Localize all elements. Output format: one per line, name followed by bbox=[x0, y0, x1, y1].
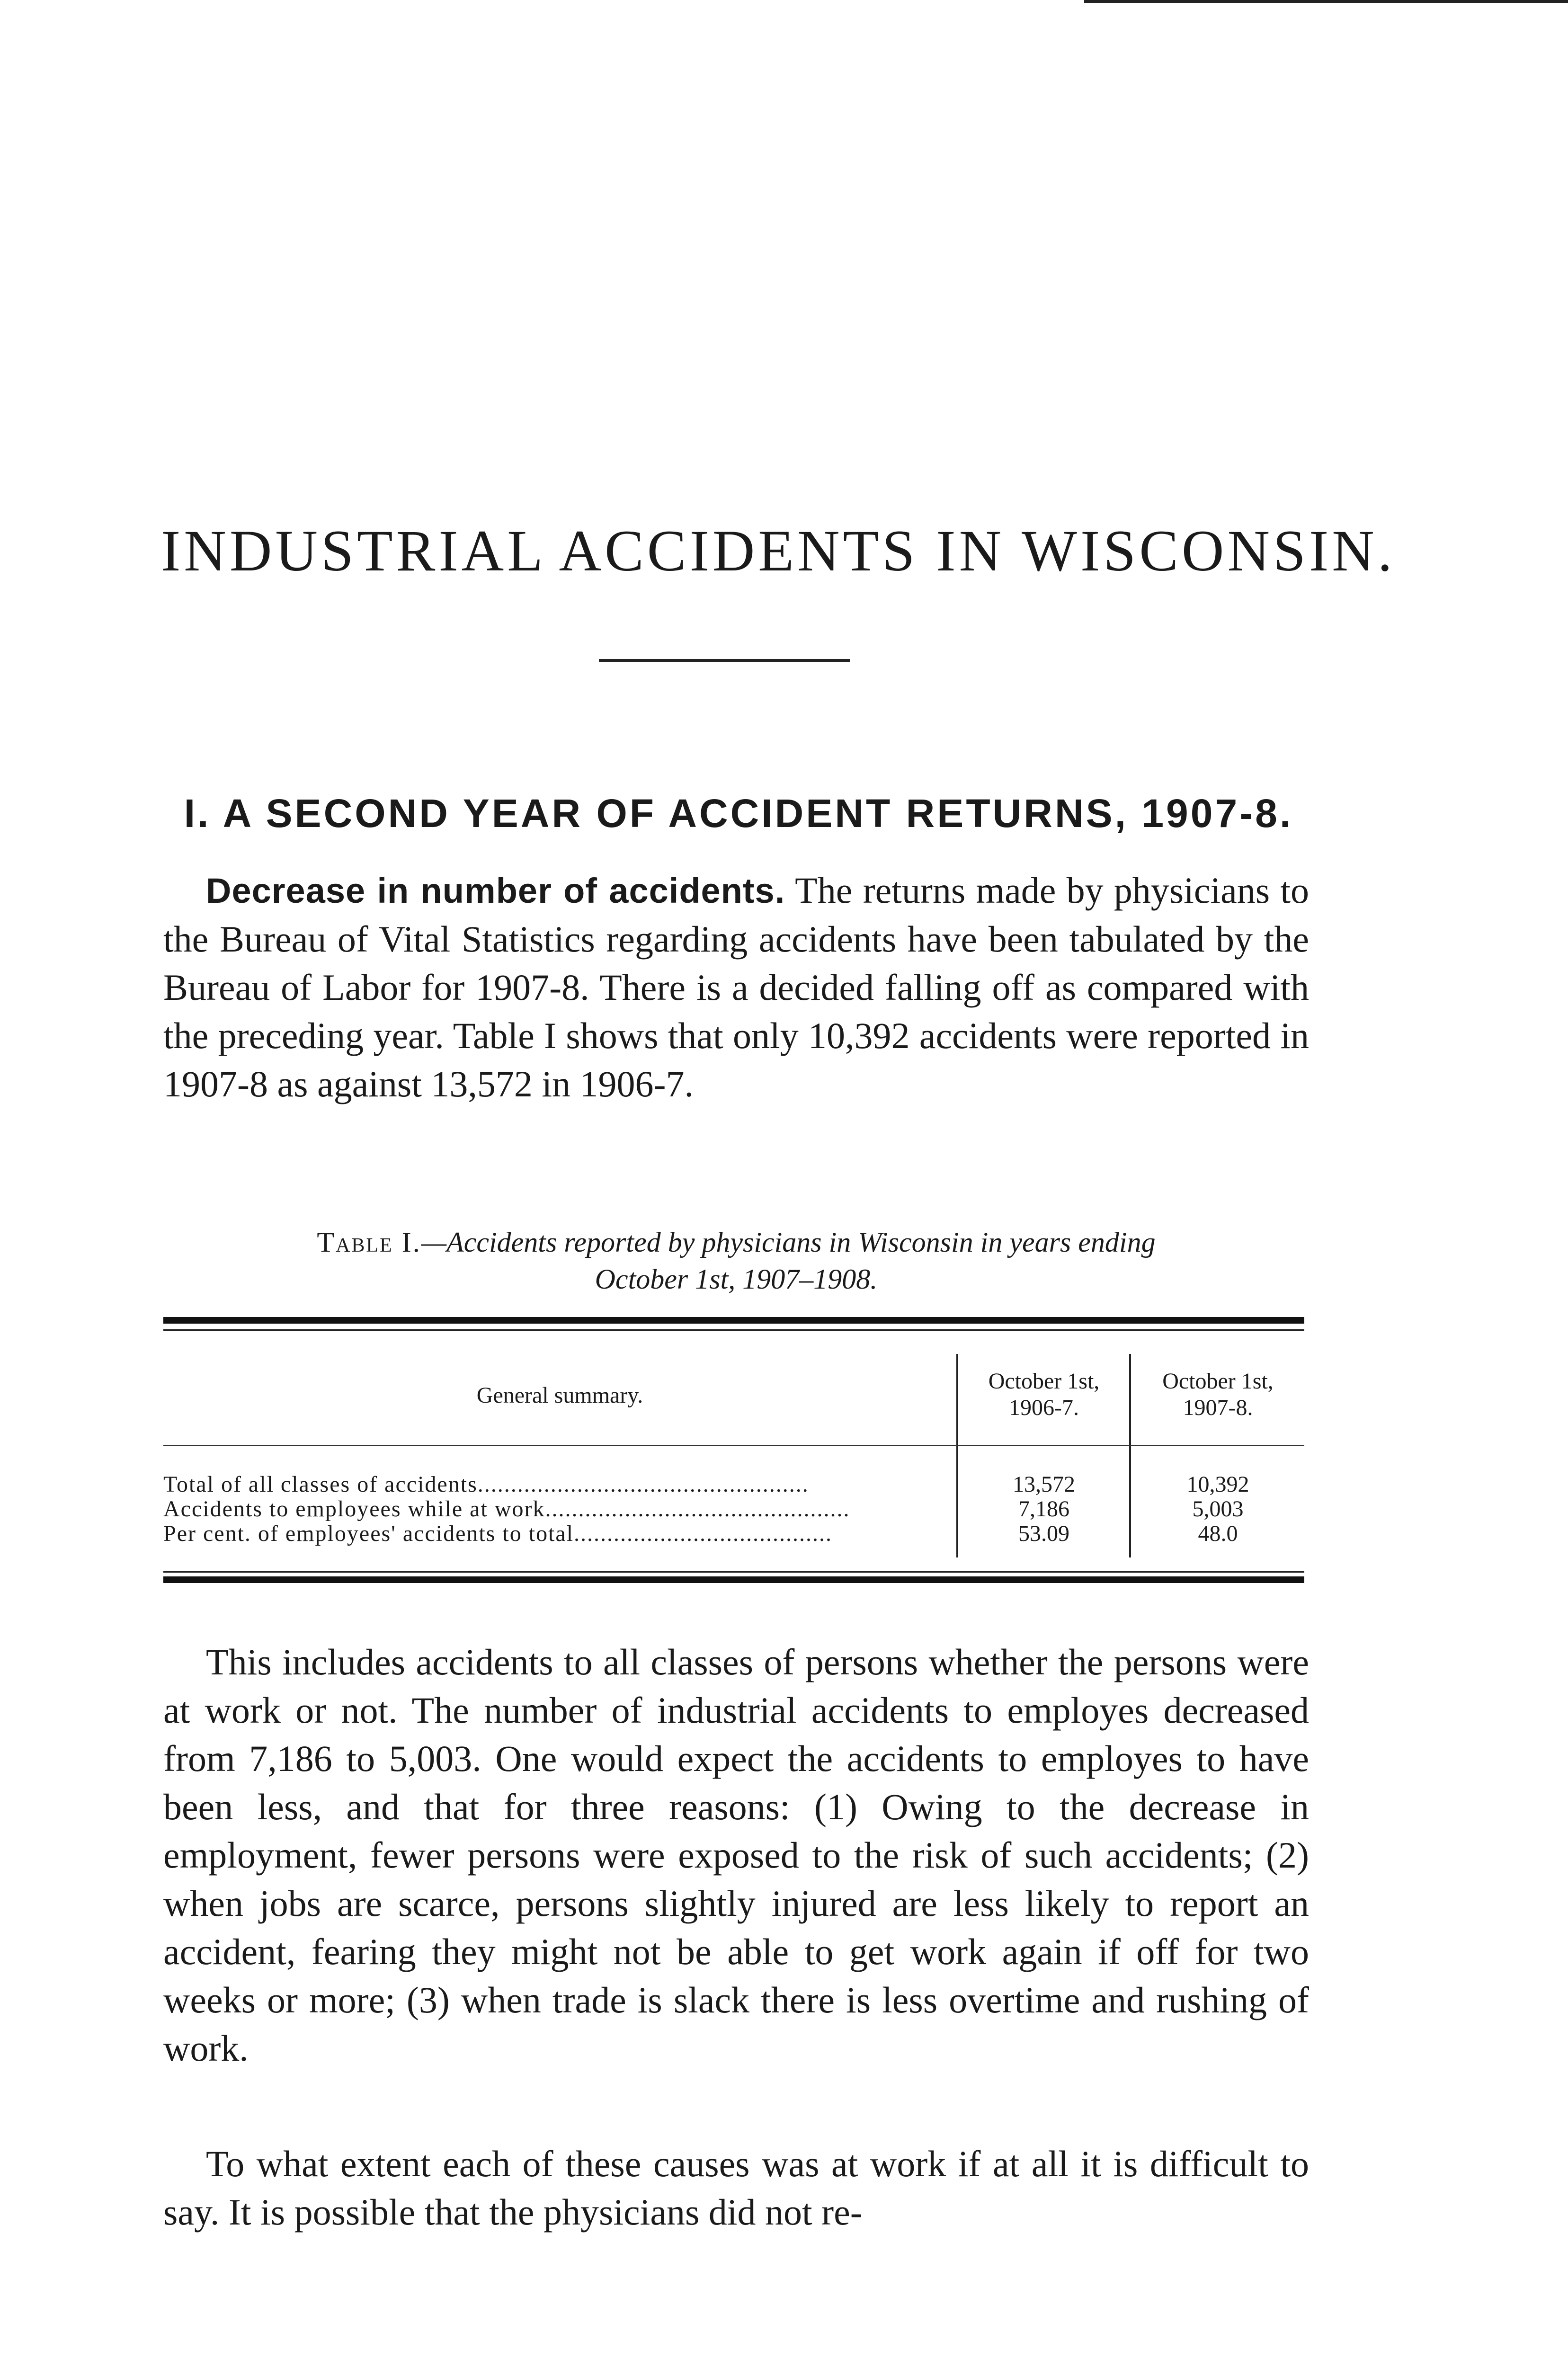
table-top-rule bbox=[163, 1317, 1304, 1324]
paragraph-3: To what extent each of these causes was at work if at all it is difficult to say. It is possible that the physicians did not re- bbox=[163, 2143, 1309, 2233]
table-bottom-thin-rule bbox=[163, 1571, 1304, 1573]
row-label-total: Total of all classes of accidents.................................................. bbox=[163, 1472, 809, 1497]
paragraph-1-text: The returns made by physicians to the Bureau of Vital Statistics regarding accidents have been tabulated by the Bureau of Labor for 1907-8. There is a decided falling off as compared with the preceding year. Table I shows that only 10,392 accidents were reported in 1907-8 as against 13,572 in 1906-7. bbox=[163, 870, 1309, 1104]
table-label: Table I. bbox=[317, 1227, 421, 1258]
table-header-rule bbox=[163, 1445, 1304, 1446]
cell-percent-1907: 48.0 bbox=[1198, 1521, 1238, 1546]
table-top-thin-rule bbox=[163, 1329, 1304, 1331]
title-divider bbox=[599, 659, 850, 662]
header-col-1907-line-1: October 1st, bbox=[1162, 1369, 1274, 1394]
table-caption bbox=[161, 1224, 1311, 1298]
page-title: INDUSTRIAL ACCIDENTS IN WISCONSIN. bbox=[161, 518, 1396, 584]
header-col-1906-line-1: October 1st, bbox=[988, 1369, 1100, 1394]
table-bottom-rule bbox=[163, 1576, 1304, 1583]
header-col-1907-line-2: 1907-8. bbox=[1183, 1395, 1253, 1420]
header-col-1906 bbox=[959, 1368, 1129, 1421]
paragraph-1 bbox=[163, 866, 1309, 1108]
table-caption-line-2: October 1st, 1907–1908. bbox=[595, 1264, 878, 1295]
cell-percent-1906: 53.09 bbox=[1018, 1521, 1069, 1546]
table-caption-desc: —Accidents reported by physicians in Wisconsin in years ending bbox=[421, 1227, 1156, 1258]
top-edge-rule bbox=[1084, 0, 1568, 3]
row-label-employees: Accidents to employees while at work.............................................. bbox=[163, 1497, 850, 1522]
paragraph-2: This includes accidents to all classes of persons whether the persons were at work or not. The number of industrial accidents to employes decreased from 7,186 to 5,003. One would expect the accidents to employes to have been less, and that for three reasons: (1) Owing to the decrease in employment, fewer persons were exposed to the risk of such accidents; (2) when jobs are scarce, persons slightly injured are less likely to report an accident, fearing they might not be able to get work again if off for two weeks or more; (3) when trade is slack there is less overtime and rushing of work. bbox=[163, 1641, 1309, 2069]
column-separator-1 bbox=[956, 1354, 958, 1557]
cell-total-1906: 13,572 bbox=[1013, 1472, 1075, 1497]
header-col-1907 bbox=[1131, 1368, 1304, 1421]
row-label-percent: Per cent. of employees' accidents to total....................................... bbox=[163, 1522, 833, 1546]
table-caption-line-1 bbox=[161, 1224, 1311, 1261]
summary-table bbox=[163, 1344, 1304, 1591]
cell-employees-1907: 5,003 bbox=[1192, 1496, 1244, 1522]
section-heading: I. A SECOND YEAR OF ACCIDENT RETURNS, 1907-8. bbox=[184, 791, 1293, 836]
column-separator-2 bbox=[1129, 1354, 1131, 1557]
cell-total-1907: 10,392 bbox=[1186, 1472, 1249, 1497]
header-col-1906-line-2: 1906-7. bbox=[1009, 1395, 1079, 1420]
header-general-summary: General summary. bbox=[476, 1383, 643, 1408]
cell-employees-1906: 7,186 bbox=[1018, 1496, 1069, 1522]
paragraph-1-lead: Decrease in number of accidents. bbox=[206, 871, 785, 910]
